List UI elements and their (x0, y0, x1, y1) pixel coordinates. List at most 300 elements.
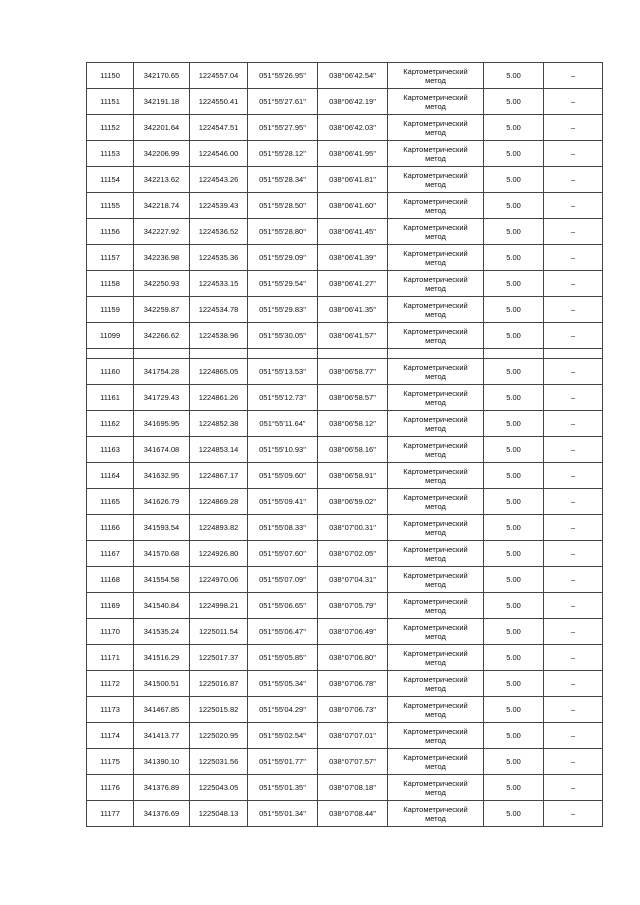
x-coordinate-cell: 341467.85 (134, 697, 190, 723)
x-coordinate-cell: 341376.69 (134, 801, 190, 827)
latitude-cell: 051°55'07.60" (248, 541, 318, 567)
note-cell: – (544, 115, 603, 141)
point-number-cell: 11153 (87, 141, 134, 167)
method-line-2: метод (425, 283, 446, 293)
y-coordinate-cell: 1224533.15 (190, 271, 248, 297)
table-row (87, 567, 603, 593)
latitude-cell: 051°55'09.41" (248, 489, 318, 515)
note-cell: – (544, 219, 603, 245)
accuracy-cell: 5.00 (484, 219, 544, 245)
table-row (87, 801, 603, 827)
method-line-1: Картометрический (403, 778, 468, 788)
point-number-cell: 11169 (87, 593, 134, 619)
method-line-2: метод (425, 787, 446, 797)
latitude-cell: 051°55'02.54" (248, 723, 318, 749)
latitude-cell: 051°55'08.33" (248, 515, 318, 541)
note-cell: – (544, 385, 603, 411)
accuracy-cell: 5.00 (484, 541, 544, 567)
method-line-2: метод (425, 527, 446, 537)
y-coordinate-cell: 1224536.52 (190, 219, 248, 245)
x-coordinate-cell: 341593.54 (134, 515, 190, 541)
method-cell (388, 115, 484, 141)
x-coordinate-cell: 342227.92 (134, 219, 190, 245)
method-cell (388, 775, 484, 801)
method-cell (388, 619, 484, 645)
y-coordinate-cell: 1225048.13 (190, 801, 248, 827)
method-line-1: Картометрический (403, 66, 468, 76)
method-cell (388, 697, 484, 723)
longitude-cell: 038°07'07.01" (318, 723, 388, 749)
method-cell (388, 567, 484, 593)
method-cell (388, 359, 484, 385)
method-line-2: метод (425, 553, 446, 563)
latitude-cell: 051°55'28.80" (248, 219, 318, 245)
note-cell: – (544, 671, 603, 697)
point-number-cell: 11170 (87, 619, 134, 645)
y-coordinate-cell: 1225015.82 (190, 697, 248, 723)
method-cell (388, 671, 484, 697)
longitude-cell: 038°07'04.31" (318, 567, 388, 593)
note-cell: – (544, 697, 603, 723)
separator-row (87, 349, 603, 359)
longitude-cell: 038°06'41.95" (318, 141, 388, 167)
method-line-1: Картометрический (403, 248, 468, 258)
y-coordinate-cell: 1224869.28 (190, 489, 248, 515)
method-line-1: Картометрический (403, 544, 468, 554)
table-row (87, 593, 603, 619)
longitude-cell: 038°07'05.79" (318, 593, 388, 619)
longitude-cell: 038°06'41.27" (318, 271, 388, 297)
method-line-1: Картометрический (403, 92, 468, 102)
point-number-cell: 11161 (87, 385, 134, 411)
accuracy-cell: 5.00 (484, 411, 544, 437)
method-line-2: метод (425, 179, 446, 189)
method-line-2: метод (425, 371, 446, 381)
x-coordinate-cell: 341376.89 (134, 775, 190, 801)
point-number-cell: 11176 (87, 775, 134, 801)
point-number-cell: 11155 (87, 193, 134, 219)
note-cell: – (544, 567, 603, 593)
accuracy-cell: 5.00 (484, 697, 544, 723)
method-line-2: метод (425, 813, 446, 823)
method-cell (388, 323, 484, 349)
longitude-cell: 038°06'41.81" (318, 167, 388, 193)
table-row (87, 437, 603, 463)
x-coordinate-cell: 342250.93 (134, 271, 190, 297)
coordinates-table (86, 62, 603, 827)
method-line-2: метод (425, 205, 446, 215)
note-cell: – (544, 63, 603, 89)
y-coordinate-cell: 1224546.00 (190, 141, 248, 167)
accuracy-cell: 5.00 (484, 297, 544, 323)
table-body (87, 63, 603, 827)
empty-cell (190, 349, 248, 359)
y-coordinate-cell: 1224861.26 (190, 385, 248, 411)
point-number-cell: 11152 (87, 115, 134, 141)
longitude-cell: 038°06'42.19" (318, 89, 388, 115)
method-cell (388, 271, 484, 297)
method-line-1: Картометрический (403, 596, 468, 606)
latitude-cell: 051°55'01.35" (248, 775, 318, 801)
latitude-cell: 051°55'09.60" (248, 463, 318, 489)
point-number-cell: 11168 (87, 567, 134, 593)
note-cell: – (544, 723, 603, 749)
y-coordinate-cell: 1224538.96 (190, 323, 248, 349)
x-coordinate-cell: 341554.58 (134, 567, 190, 593)
note-cell: – (544, 167, 603, 193)
longitude-cell: 038°07'08.18" (318, 775, 388, 801)
method-cell (388, 141, 484, 167)
method-line-1: Картометрический (403, 300, 468, 310)
point-number-cell: 11163 (87, 437, 134, 463)
latitude-cell: 051°55'04.29" (248, 697, 318, 723)
latitude-cell: 051°55'01.34" (248, 801, 318, 827)
method-line-1: Картометрический (403, 518, 468, 528)
y-coordinate-cell: 1224865.05 (190, 359, 248, 385)
y-coordinate-cell: 1224539.43 (190, 193, 248, 219)
longitude-cell: 038°06'59.02" (318, 489, 388, 515)
point-number-cell: 11162 (87, 411, 134, 437)
latitude-cell: 051°55'12.73" (248, 385, 318, 411)
method-line-2: метод (425, 231, 446, 241)
x-coordinate-cell: 341540.84 (134, 593, 190, 619)
method-line-1: Картометрический (403, 648, 468, 658)
method-line-2: метод (425, 735, 446, 745)
empty-cell (248, 349, 318, 359)
method-line-2: метод (425, 579, 446, 589)
accuracy-cell: 5.00 (484, 271, 544, 297)
x-coordinate-cell: 341413.77 (134, 723, 190, 749)
x-coordinate-cell: 341729.43 (134, 385, 190, 411)
method-line-2: метод (425, 75, 446, 85)
note-cell: – (544, 411, 603, 437)
accuracy-cell: 5.00 (484, 567, 544, 593)
table-row (87, 463, 603, 489)
accuracy-cell: 5.00 (484, 245, 544, 271)
x-coordinate-cell: 342236.98 (134, 245, 190, 271)
accuracy-cell: 5.00 (484, 89, 544, 115)
x-coordinate-cell: 342266.62 (134, 323, 190, 349)
method-cell (388, 297, 484, 323)
table-row (87, 515, 603, 541)
y-coordinate-cell: 1224535.36 (190, 245, 248, 271)
x-coordinate-cell: 342201.64 (134, 115, 190, 141)
y-coordinate-cell: 1225031.56 (190, 749, 248, 775)
latitude-cell: 051°55'27.95" (248, 115, 318, 141)
table-row (87, 775, 603, 801)
point-number-cell: 11156 (87, 219, 134, 245)
x-coordinate-cell: 341695.95 (134, 411, 190, 437)
accuracy-cell: 5.00 (484, 619, 544, 645)
accuracy-cell: 5.00 (484, 323, 544, 349)
note-cell: – (544, 359, 603, 385)
method-cell (388, 515, 484, 541)
y-coordinate-cell: 1225017.37 (190, 645, 248, 671)
method-cell (388, 63, 484, 89)
method-line-1: Картометрический (403, 440, 468, 450)
method-line-1: Картометрический (403, 196, 468, 206)
point-number-cell: 11166 (87, 515, 134, 541)
latitude-cell: 051°55'13.53" (248, 359, 318, 385)
point-number-cell: 11172 (87, 671, 134, 697)
method-cell (388, 645, 484, 671)
accuracy-cell: 5.00 (484, 593, 544, 619)
latitude-cell: 051°55'06.47" (248, 619, 318, 645)
method-line-1: Картометрический (403, 466, 468, 476)
method-line-1: Картометрический (403, 414, 468, 424)
longitude-cell: 038°06'41.57" (318, 323, 388, 349)
point-number-cell: 11151 (87, 89, 134, 115)
accuracy-cell: 5.00 (484, 801, 544, 827)
method-line-2: метод (425, 423, 446, 433)
method-line-1: Картометрический (403, 752, 468, 762)
table-row (87, 167, 603, 193)
method-line-2: метод (425, 475, 446, 485)
point-number-cell: 11165 (87, 489, 134, 515)
point-number-cell: 11160 (87, 359, 134, 385)
table-row (87, 89, 603, 115)
empty-cell (87, 349, 134, 359)
empty-cell (544, 349, 603, 359)
method-line-1: Картометрический (403, 388, 468, 398)
longitude-cell: 038°06'58.91" (318, 463, 388, 489)
longitude-cell: 038°07'06.80" (318, 645, 388, 671)
method-line-2: метод (425, 309, 446, 319)
accuracy-cell: 5.00 (484, 723, 544, 749)
method-line-1: Картометрический (403, 274, 468, 284)
table-row (87, 619, 603, 645)
longitude-cell: 038°07'06.73" (318, 697, 388, 723)
y-coordinate-cell: 1224998.21 (190, 593, 248, 619)
longitude-cell: 038°07'08.44" (318, 801, 388, 827)
note-cell: – (544, 437, 603, 463)
note-cell: – (544, 297, 603, 323)
empty-cell (484, 349, 544, 359)
accuracy-cell: 5.00 (484, 775, 544, 801)
method-line-1: Картометрический (403, 674, 468, 684)
y-coordinate-cell: 1225016.87 (190, 671, 248, 697)
point-number-cell: 11167 (87, 541, 134, 567)
accuracy-cell: 5.00 (484, 167, 544, 193)
method-cell (388, 749, 484, 775)
method-line-1: Картометрический (403, 144, 468, 154)
latitude-cell: 051°55'10.93" (248, 437, 318, 463)
x-coordinate-cell: 342218.74 (134, 193, 190, 219)
method-line-2: метод (425, 101, 446, 111)
longitude-cell: 038°06'41.45" (318, 219, 388, 245)
longitude-cell: 038°07'02.05" (318, 541, 388, 567)
accuracy-cell: 5.00 (484, 515, 544, 541)
point-number-cell: 11099 (87, 323, 134, 349)
latitude-cell: 051°55'06.65" (248, 593, 318, 619)
table-row (87, 749, 603, 775)
note-cell: – (544, 645, 603, 671)
method-line-2: метод (425, 335, 446, 345)
x-coordinate-cell: 341674.08 (134, 437, 190, 463)
latitude-cell: 051°55'27.61" (248, 89, 318, 115)
method-cell (388, 385, 484, 411)
x-coordinate-cell: 342206.99 (134, 141, 190, 167)
table-row (87, 723, 603, 749)
y-coordinate-cell: 1224867.17 (190, 463, 248, 489)
table-row (87, 141, 603, 167)
latitude-cell: 051°55'01.77" (248, 749, 318, 775)
latitude-cell: 051°55'29.09" (248, 245, 318, 271)
latitude-cell: 051°55'07.09" (248, 567, 318, 593)
point-number-cell: 11177 (87, 801, 134, 827)
table-row (87, 359, 603, 385)
longitude-cell: 038°07'00.31" (318, 515, 388, 541)
table-row (87, 645, 603, 671)
x-coordinate-cell: 341626.79 (134, 489, 190, 515)
latitude-cell: 051°55'29.83" (248, 297, 318, 323)
accuracy-cell: 5.00 (484, 437, 544, 463)
method-line-1: Картометрический (403, 170, 468, 180)
method-line-2: метод (425, 657, 446, 667)
method-line-1: Картометрический (403, 492, 468, 502)
method-line-2: метод (425, 501, 446, 511)
y-coordinate-cell: 1224852.38 (190, 411, 248, 437)
method-cell (388, 489, 484, 515)
table-row (87, 297, 603, 323)
y-coordinate-cell: 1224547.51 (190, 115, 248, 141)
note-cell: – (544, 619, 603, 645)
point-number-cell: 11150 (87, 63, 134, 89)
y-coordinate-cell: 1225011.54 (190, 619, 248, 645)
method-cell (388, 593, 484, 619)
method-line-1: Картометрический (403, 622, 468, 632)
method-line-2: метод (425, 761, 446, 771)
method-cell (388, 167, 484, 193)
latitude-cell: 051°55'26.95" (248, 63, 318, 89)
accuracy-cell: 5.00 (484, 489, 544, 515)
longitude-cell: 038°06'58.77" (318, 359, 388, 385)
y-coordinate-cell: 1224926.80 (190, 541, 248, 567)
method-cell (388, 245, 484, 271)
y-coordinate-cell: 1224893.82 (190, 515, 248, 541)
x-coordinate-cell: 341754.28 (134, 359, 190, 385)
table-row (87, 115, 603, 141)
latitude-cell: 051°55'05.85" (248, 645, 318, 671)
table-row (87, 63, 603, 89)
latitude-cell: 051°55'29.54" (248, 271, 318, 297)
table-row (87, 489, 603, 515)
method-line-1: Картометрический (403, 700, 468, 710)
point-number-cell: 11164 (87, 463, 134, 489)
note-cell: – (544, 463, 603, 489)
point-number-cell: 11173 (87, 697, 134, 723)
table-row (87, 219, 603, 245)
accuracy-cell: 5.00 (484, 63, 544, 89)
x-coordinate-cell: 341632.95 (134, 463, 190, 489)
y-coordinate-cell: 1224853.14 (190, 437, 248, 463)
x-coordinate-cell: 341535.24 (134, 619, 190, 645)
method-line-2: метод (425, 709, 446, 719)
x-coordinate-cell: 341570.68 (134, 541, 190, 567)
x-coordinate-cell: 342259.87 (134, 297, 190, 323)
note-cell: – (544, 515, 603, 541)
note-cell: – (544, 801, 603, 827)
longitude-cell: 038°07'07.57" (318, 749, 388, 775)
note-cell: – (544, 245, 603, 271)
x-coordinate-cell: 342191.18 (134, 89, 190, 115)
longitude-cell: 038°06'58.16" (318, 437, 388, 463)
method-cell (388, 723, 484, 749)
x-coordinate-cell: 341390.10 (134, 749, 190, 775)
y-coordinate-cell: 1224534.78 (190, 297, 248, 323)
point-number-cell: 11159 (87, 297, 134, 323)
y-coordinate-cell: 1224970.06 (190, 567, 248, 593)
table-row (87, 671, 603, 697)
method-line-2: метод (425, 397, 446, 407)
y-coordinate-cell: 1225020.95 (190, 723, 248, 749)
method-line-2: метод (425, 605, 446, 615)
y-coordinate-cell: 1224550.41 (190, 89, 248, 115)
note-cell: – (544, 193, 603, 219)
accuracy-cell: 5.00 (484, 463, 544, 489)
method-line-1: Картометрический (403, 804, 468, 814)
latitude-cell: 051°55'30.05" (248, 323, 318, 349)
note-cell: – (544, 775, 603, 801)
method-cell (388, 219, 484, 245)
point-number-cell: 11154 (87, 167, 134, 193)
empty-cell (388, 349, 484, 359)
table-row (87, 411, 603, 437)
x-coordinate-cell: 341500.51 (134, 671, 190, 697)
method-line-2: метод (425, 449, 446, 459)
table-row (87, 193, 603, 219)
latitude-cell: 051°55'28.34" (248, 167, 318, 193)
table-row (87, 385, 603, 411)
x-coordinate-cell: 341516.29 (134, 645, 190, 671)
accuracy-cell: 5.00 (484, 645, 544, 671)
point-number-cell: 11174 (87, 723, 134, 749)
method-line-2: метод (425, 153, 446, 163)
longitude-cell: 038°06'58.12" (318, 411, 388, 437)
method-line-1: Картометрический (403, 362, 468, 372)
note-cell: – (544, 541, 603, 567)
point-number-cell: 11158 (87, 271, 134, 297)
method-line-2: метод (425, 683, 446, 693)
method-line-1: Картометрический (403, 326, 468, 336)
method-line-2: метод (425, 127, 446, 137)
longitude-cell: 038°06'41.60" (318, 193, 388, 219)
accuracy-cell: 5.00 (484, 141, 544, 167)
method-cell (388, 411, 484, 437)
note-cell: – (544, 89, 603, 115)
table-row (87, 271, 603, 297)
point-number-cell: 11175 (87, 749, 134, 775)
y-coordinate-cell: 1224543.26 (190, 167, 248, 193)
accuracy-cell: 5.00 (484, 385, 544, 411)
method-cell (388, 463, 484, 489)
method-line-1: Картометрический (403, 570, 468, 580)
longitude-cell: 038°06'42.03" (318, 115, 388, 141)
longitude-cell: 038°06'42.54" (318, 63, 388, 89)
accuracy-cell: 5.00 (484, 749, 544, 775)
x-coordinate-cell: 342170.65 (134, 63, 190, 89)
accuracy-cell: 5.00 (484, 115, 544, 141)
accuracy-cell: 5.00 (484, 359, 544, 385)
method-cell (388, 541, 484, 567)
method-line-2: метод (425, 257, 446, 267)
table-row (87, 323, 603, 349)
method-line-2: метод (425, 631, 446, 641)
method-line-1: Картометрический (403, 118, 468, 128)
latitude-cell: 051°55'28.50" (248, 193, 318, 219)
method-cell (388, 193, 484, 219)
document-page (86, 62, 602, 827)
